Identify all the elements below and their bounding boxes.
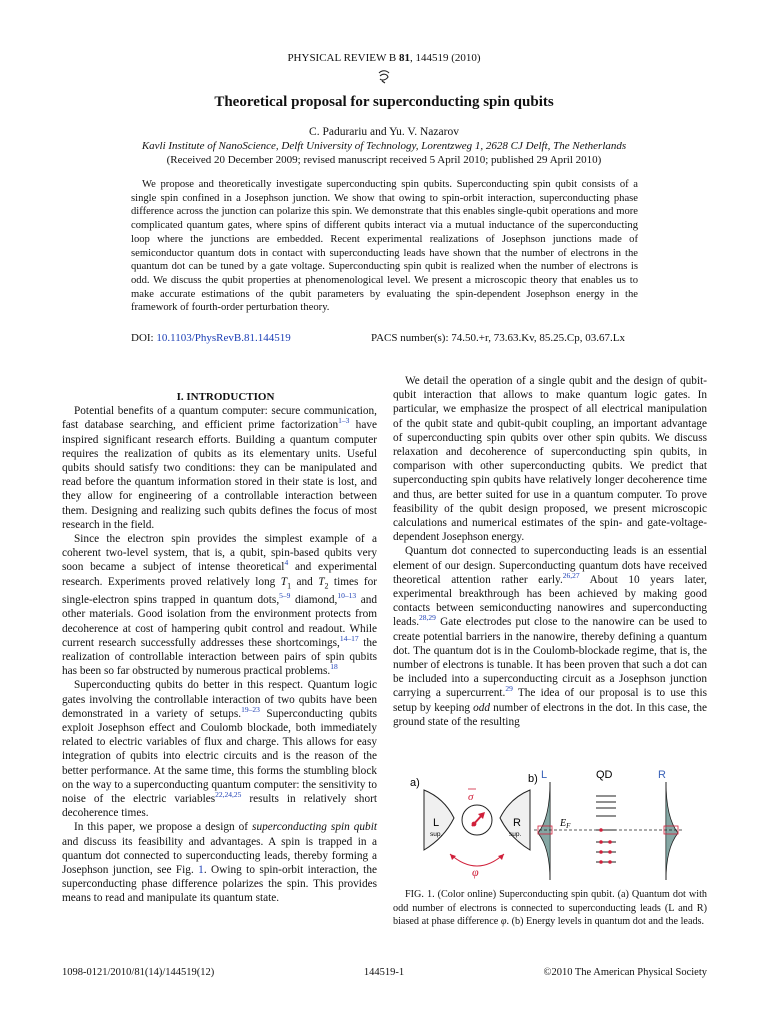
footer-issn: 1098-0121/2010/81(14)/144519(12) xyxy=(62,967,215,978)
dot-levels xyxy=(596,796,616,862)
citation-link[interactable]: 14–17 xyxy=(339,633,359,643)
paragraph: Since the electron spin provides the simplest example of a coherent two-level system, that is, a qubit, spin-based qubits very soon became a subject of intense theoretical$^4$ and experimental research. Experiments proved relatively long $T_1$ and $T_2$ times for single-electron spins trapped in quantum dots,$^{5-9}$ diamond,$^{10-13}$ and other materials. Good isolation from the environment protects from decoherence at cost of hampering qubit control and readout. While current research successfully addresses these shortcomings,$^{14-17}$ the realization of controllable interaction between pairs of spin qubits has been so far obstructed by numerous practical problems.$^{18}$ xyxy=(62,533,378,678)
paper-title: Theoretical proposal for superconducting spin qubits xyxy=(214,94,554,110)
authors: C. Padurariu and Yu. V. Nazarov xyxy=(309,126,459,138)
journal-header: PHYSICAL REVIEW B 81, 144519 (2010) xyxy=(287,52,481,64)
right-column xyxy=(393,374,707,729)
abstract: We propose and theoretically investigate superconducting spin qubits. Superconducting spin qubit consists of a single spin confined in a Josephson junction. We show that owing to spin-orbit interaction, superconducting phase difference across the junction can polarize this spin. We demonstrate that this enables single-qubit operations and more complicated quantum gates, where spins of different qubits interact via a mutual inductance of the superconducting loop where the junctions are embedded. Recent experimental realizations of Josephson junctions made of semiconductor quantum dots in contact with superconducting leads have shown that the number of electrons in the quantum dot can be tuned by a gate voltage. Superconducting spin qubit is realized when the number of electrons is odd. We discuss the qubit properties at phenomenological level. We present a microscopic theory that enables us to make accurate estimations of the qubit parameters by evaluating the spin-dependent Josephson energy in the framework of fourth-order perturbation theory. xyxy=(131,179,638,314)
paragraph: Potential benefits of a quantum computer: secure communication, fast database searching, and efficient prime factorization$^{1-3}$ have inspired significant research efforts. Building a quantum computer requires the realization of qubits as its elementary units. Useful qubits should satisfy two conditions: they can be manipulated and read before the quantum information stored in their state is lost, and they allow for engineering of a controllable interaction between them. Designing and realizing such qubits defines the focus of most research in the field. xyxy=(62,405,377,531)
paragraph: In this paper, we propose a design of superconducting spin qubit and discuss its feasibility and advantages. A spin is trapped in a quantum dot connected to superconducting leads, thereby forming a Josephson junction, see Fig. 1. Owing to spin-orbit interaction, the superconducting phase difference polarizes the spin. This provides means to read and manipulate its quantum state. xyxy=(62,821,377,905)
sigma-label: σ xyxy=(468,791,474,803)
citation-link[interactable]: 5–9 xyxy=(279,591,291,601)
label-qd: QD xyxy=(596,769,613,781)
panel-b-label: b) xyxy=(528,773,538,785)
section-heading: I. INTRODUCTION xyxy=(176,391,275,403)
left-column xyxy=(62,390,377,906)
copyright: ©2010 The American Physical Society xyxy=(543,967,707,978)
received-dates: (Received 20 December 2009; revised manuscript received 5 April 2010; published 29 April 2010) xyxy=(166,154,602,166)
paragraph: Quantum dot connected to superconducting leads is an essential element of our design. Superconducting quantum dots have received theoretical attention rather early.$^{26,27}$ About 10 years later, experimental breakthrough has been achieved by making good contacts between semiconducting nanowires and superconducting leads.$^{28,29}$ Gate electrodes put close to the nanowire can be used to create potential barriers in the nanowire, thereby defining a quantum dot. The quantum dot is in the Coulomb-blockade regime, that is, the number of electrons is tunable. It has been proven that such a dot can be included into a superconducting circuit as a Josephson junction carrying a supercurrent.$^{29}$ The idea of our proposal is to use this setup by keeping odd number of electrons in the dot. In this case, the ground state of the resulting xyxy=(393,545,707,728)
sup-label: sup. xyxy=(509,831,522,838)
lead-r-label: R xyxy=(513,817,521,829)
citation-link[interactable]: 10–13 xyxy=(337,591,357,601)
figure-caption: FIG. 1. (Color online) Superconducting spin qubit. (a) Quantum dot with odd number of electrons is connected to superconducting leads (L and R) biased at phase difference φ. (b) Energy levels in quantum dot and the leads. xyxy=(393,889,707,928)
citation-link[interactable]: 4 xyxy=(284,558,289,568)
pacs-numbers: PACS number(s): 74.50.+r, 73.63.Kv, 85.25.Cp, 03.67.Lx xyxy=(371,332,625,344)
paragraph: We detail the operation of a single qubit and the design of qubit-qubit interaction that allows to make quantum logic gates. In particular, we emphasize the prospect of all electrical manipulation of the qubit state and qubit-qubit coupling, an important advantage of superconducting spin qubits over other spin qubits. We discuss relaxation and decoherence of superconducting spin qubits, in comparison with other superconducting qubits. We predict that superconducting spin qubits have relatively longer decoherence time and thus, are better suited for use in a quantum computer. To prove feasibility of the qubit design proposed, we present microscopic calculations and numerical estimates of the spin- and gate-voltage-dependent Josephson energy. xyxy=(393,375,707,544)
doi: DOI: 10.1103/PhysRevB.81.144519 xyxy=(131,332,291,344)
figure-1 xyxy=(410,768,708,888)
citation-link[interactable]: 1–3 xyxy=(338,416,350,426)
aps-logo-icon xyxy=(376,70,392,84)
citation-link[interactable]: 29 xyxy=(505,684,513,694)
electron-spin-icons xyxy=(599,828,612,864)
panel-a-label: a) xyxy=(410,777,420,789)
citation-link[interactable]: 26,27 xyxy=(562,571,580,581)
paragraph: Superconducting qubits do better in this respect. Quantum logic gates involving the controllable interaction of two qubits have been demonstrated in a variety of setups.$^{19-23}$ Superconducting qubits exploit Josephson effect and Coulomb blockade, both immediately related to electric variables of flux and charge. This allows for easy integration of qubits into electric circuits and is the reason of the better performance. At the same time, this forms the stumbling block on the way to a superconducting quantum computer: the sensitivity to noise of the electric variables$^{22,24,25}$ results in relatively short decoherence times. xyxy=(62,679,378,820)
page-number: 144519-1 xyxy=(363,967,405,978)
label-l: L xyxy=(541,769,548,781)
lead-l-label: L xyxy=(433,817,440,829)
citation-link[interactable]: 19–23 xyxy=(241,704,260,714)
fermi-level-label: $E_F$ xyxy=(560,818,571,830)
sup-label: sup. xyxy=(430,831,443,838)
affiliation: Kavli Institute of NanoScience, Delft University of Technology, Lorentzweg 1, 2628 CJ Delft, The Netherlands xyxy=(141,140,627,152)
doi-link[interactable]: 10.1103/PhysRevB.81.144519 xyxy=(156,332,291,344)
figure-link[interactable]: 1 xyxy=(198,863,204,876)
phi-label: φ xyxy=(472,865,479,879)
citation-link[interactable]: 28,29 xyxy=(419,613,436,623)
label-r: R xyxy=(658,769,666,781)
citation-link[interactable]: 18 xyxy=(330,662,338,672)
citation-link[interactable]: 22,24,25 xyxy=(215,790,242,800)
